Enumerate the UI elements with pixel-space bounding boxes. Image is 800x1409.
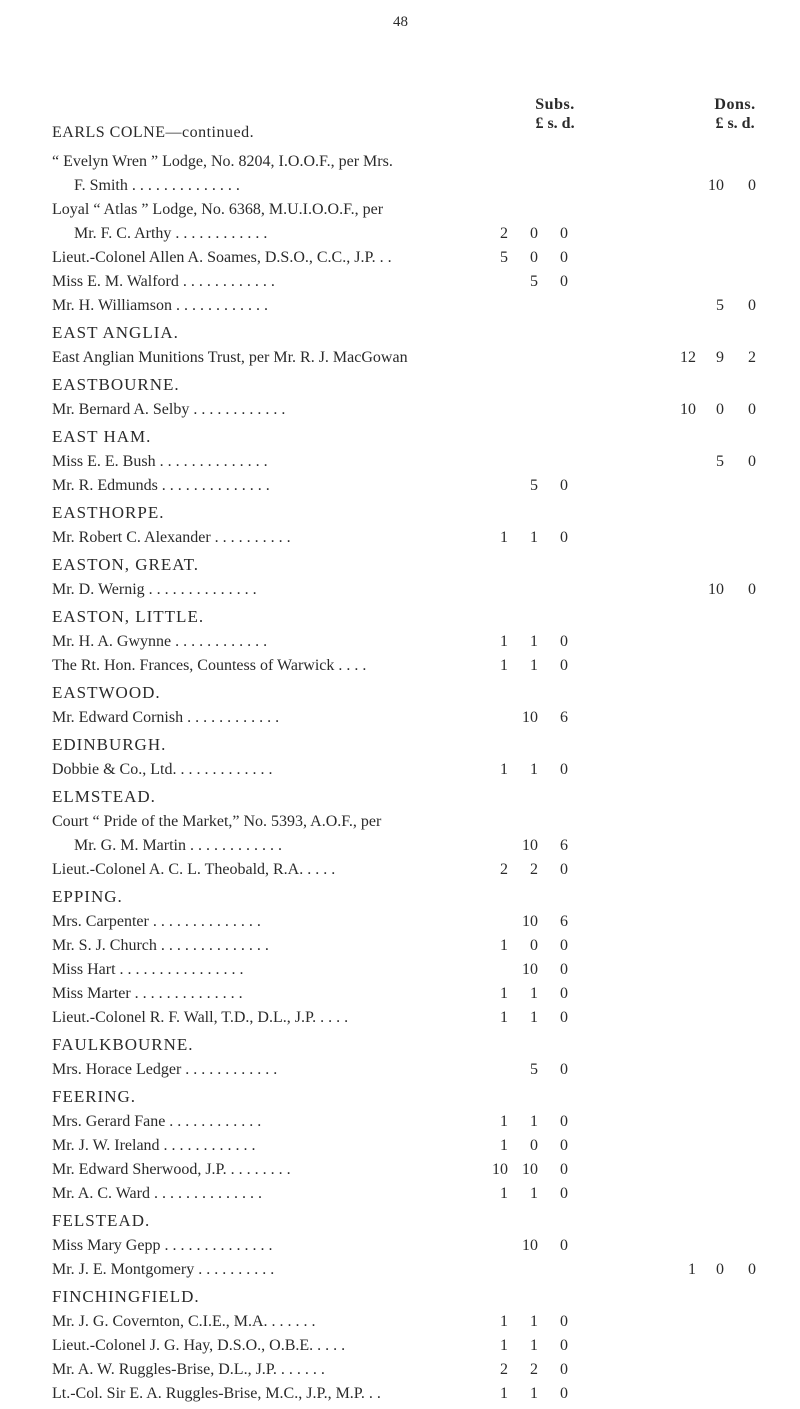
list-item xyxy=(52,1382,792,1406)
subs-shillings: 5 xyxy=(530,1061,538,1078)
section-heading: EDINBURGH. xyxy=(52,735,167,754)
subs-pence: 0 xyxy=(560,985,568,1002)
subs-shillings: 1 xyxy=(530,1009,538,1026)
entry-name xyxy=(52,910,497,934)
dons-pence: 0 xyxy=(748,1261,756,1278)
subs-shillings: 1 xyxy=(530,1313,538,1330)
entry-name xyxy=(52,706,497,730)
section xyxy=(52,1208,792,1282)
entry-name xyxy=(52,758,497,782)
subs-shillings: 1 xyxy=(530,1185,538,1202)
list-item xyxy=(52,198,792,246)
section-heading: FELSTEAD. xyxy=(52,1211,151,1230)
subs-pence: 6 xyxy=(560,837,568,854)
dons-shillings: 0 xyxy=(716,401,724,418)
subs-pence: 0 xyxy=(560,937,568,954)
section xyxy=(52,680,792,730)
entry-name-line: Mr. J. W. Ireland . . . . . . . . . . . . xyxy=(52,1137,256,1154)
subs-pence: 0 xyxy=(560,1337,568,1354)
entry-name-line: Mrs. Gerard Fane . . . . . . . . . . . . xyxy=(52,1113,262,1130)
entry-name-line: Mr. J. G. Covernton, C.I.E., M.A. . . . . . . xyxy=(52,1313,316,1330)
entry-name xyxy=(52,982,497,1006)
entry-name xyxy=(52,958,497,982)
subs-shillings: 1 xyxy=(530,657,538,674)
entry-name xyxy=(52,654,497,678)
entry-name xyxy=(52,1358,497,1382)
section-heading: FEERING. xyxy=(52,1087,137,1106)
subs-column-title: Subs. xyxy=(535,96,575,113)
subs-column-header xyxy=(510,96,600,133)
dons-pounds: 12 xyxy=(680,349,696,366)
subs-shillings: 5 xyxy=(530,273,538,290)
dons-shillings: 5 xyxy=(716,453,724,470)
dons-pounds: 1 xyxy=(688,1261,696,1278)
section xyxy=(52,784,792,882)
subs-pence: 0 xyxy=(560,1113,568,1130)
subs-pence: 0 xyxy=(560,961,568,978)
list-item xyxy=(52,150,792,198)
dons-pence: 0 xyxy=(748,581,756,598)
subs-pounds: 1 xyxy=(500,761,508,778)
subs-pounds: 2 xyxy=(500,225,508,242)
entry-name xyxy=(52,810,497,858)
entry-name-line: Mr. A. C. Ward . . . . . . . . . . . . . . xyxy=(52,1185,262,1202)
entry-name xyxy=(52,198,497,246)
entry-name-line: Mr. H. Williamson . . . . . . . . . . . . xyxy=(52,297,268,314)
section xyxy=(52,1284,792,1406)
subs-pounds: 1 xyxy=(500,1337,508,1354)
entry-name-continuation: Mr. G. M. Martin . . . . . . . . . . . . xyxy=(74,837,282,854)
dons-shillings: 5 xyxy=(716,297,724,314)
page-number: 48 xyxy=(393,14,408,30)
dons-pounds: 10 xyxy=(680,401,696,418)
subs-shillings: 0 xyxy=(530,225,538,242)
subs-pence: 0 xyxy=(560,761,568,778)
section-heading: EASTWOOD. xyxy=(52,683,161,702)
subs-pounds: 2 xyxy=(500,1361,508,1378)
entry-name-line: Mr. R. Edmunds . . . . . . . . . . . . . . xyxy=(52,477,270,494)
list-item xyxy=(52,1158,792,1182)
subs-pounds: 1 xyxy=(500,633,508,650)
section xyxy=(52,1084,792,1206)
list-item xyxy=(52,270,792,294)
subs-pounds: 10 xyxy=(492,1161,508,1178)
subs-pounds: 1 xyxy=(500,1009,508,1026)
entry-name xyxy=(52,150,497,198)
entry-name-line: Lieut.-Colonel R. F. Wall, T.D., D.L., J.P. . . . . xyxy=(52,1009,349,1026)
entry-name-line: Lieut.-Colonel Allen A. Soames, D.S.O., C.C., J.P. . . xyxy=(52,249,392,266)
subs-column-units: £ s. d. xyxy=(535,115,575,132)
subs-pence: 0 xyxy=(560,657,568,674)
entry-name xyxy=(52,1310,497,1334)
list-item xyxy=(52,858,792,882)
list-item xyxy=(52,578,792,602)
dons-column-header xyxy=(690,96,780,133)
entry-name-line: Mr. Edward Cornish . . . . . . . . . . . . xyxy=(52,709,280,726)
entry-name-line: Mr. J. E. Montgomery . . . . . . . . . . xyxy=(52,1261,275,1278)
section-heading: FINCHINGFIELD. xyxy=(52,1287,200,1306)
list-item xyxy=(52,1110,792,1134)
list-item xyxy=(52,1234,792,1258)
subs-pounds: 1 xyxy=(500,1113,508,1130)
list-item xyxy=(52,1358,792,1382)
section xyxy=(52,732,792,782)
list-item xyxy=(52,474,792,498)
subs-shillings: 10 xyxy=(522,709,538,726)
subs-shillings: 1 xyxy=(530,529,538,546)
entry-name-continuation: Mr. F. C. Arthy . . . . . . . . . . . . xyxy=(74,225,268,242)
subs-pence: 0 xyxy=(560,1237,568,1254)
entry-name-line: Loyal “ Atlas ” Lodge, No. 6368, M.U.I.O.O.F., per xyxy=(52,201,384,218)
dons-shillings: 10 xyxy=(708,581,724,598)
subs-pence: 0 xyxy=(560,477,568,494)
list-item xyxy=(52,1182,792,1206)
entry-name-line: Mr. Robert C. Alexander . . . . . . . . . . xyxy=(52,529,291,546)
entry-name-line: East Anglian Munitions Trust, per Mr. R. J. MacGowan xyxy=(52,349,408,366)
entry-name-line: Lieut.-Colonel A. C. L. Theobald, R.A. . . . . xyxy=(52,861,336,878)
section xyxy=(52,604,792,678)
entry-name xyxy=(52,1158,497,1182)
entry-name xyxy=(52,450,497,474)
list-item xyxy=(52,1258,792,1282)
entry-name-line: Mr. S. J. Church . . . . . . . . . . . . . . xyxy=(52,937,269,954)
section-heading: EASTON, LITTLE. xyxy=(52,607,205,626)
section-heading: FAULKBOURNE. xyxy=(52,1035,194,1054)
subs-shillings: 1 xyxy=(530,761,538,778)
section xyxy=(52,884,792,1030)
entry-name-line: Lt.-Col. Sir E. A. Ruggles-Brise, M.C., J.P., M.P. . . xyxy=(52,1385,381,1402)
list-item xyxy=(52,398,792,422)
subs-shillings: 0 xyxy=(530,937,538,954)
entry-name xyxy=(52,934,497,958)
subs-pence: 0 xyxy=(560,1009,568,1026)
dons-pence: 0 xyxy=(748,401,756,418)
entry-name-line: Mrs. Carpenter . . . . . . . . . . . . . . xyxy=(52,913,261,930)
entry-name-line: Mr. Edward Sherwood, J.P. . . . . . . . . xyxy=(52,1161,291,1178)
list-item xyxy=(52,630,792,654)
subs-pounds: 1 xyxy=(500,657,508,674)
subs-shillings: 2 xyxy=(530,1361,538,1378)
subs-shillings: 1 xyxy=(530,1337,538,1354)
subs-shillings: 10 xyxy=(522,913,538,930)
list-item xyxy=(52,1006,792,1030)
entry-name xyxy=(52,246,497,270)
subs-pence: 6 xyxy=(560,913,568,930)
entry-name xyxy=(52,1234,497,1258)
list-item xyxy=(52,1310,792,1334)
subs-pence: 0 xyxy=(560,633,568,650)
subs-pence: 0 xyxy=(560,1313,568,1330)
entry-name xyxy=(52,1058,497,1082)
dons-column-units: £ s. d. xyxy=(715,115,755,132)
subs-pence: 0 xyxy=(560,861,568,878)
entry-name xyxy=(52,1110,497,1134)
subs-shillings: 1 xyxy=(530,633,538,650)
list-item xyxy=(52,934,792,958)
continued-heading: EARLS COLNE—continued. xyxy=(52,124,255,141)
subs-pence: 0 xyxy=(560,1385,568,1402)
section-heading: EAST ANGLIA. xyxy=(52,323,179,342)
subscription-list xyxy=(52,150,792,1406)
entry-name xyxy=(52,270,497,294)
entry-name-line: Dobbie & Co., Ltd. . . . . . . . . . . . . xyxy=(52,761,273,778)
entry-name-line: Miss Hart . . . . . . . . . . . . . . . . xyxy=(52,961,244,978)
section xyxy=(52,500,792,550)
entry-name xyxy=(52,398,497,422)
subs-pounds: 1 xyxy=(500,1313,508,1330)
section-heading: EASTHORPE. xyxy=(52,503,165,522)
subs-shillings: 0 xyxy=(530,249,538,266)
subs-pence: 0 xyxy=(560,273,568,290)
subs-shillings: 1 xyxy=(530,985,538,1002)
dons-shillings: 0 xyxy=(716,1261,724,1278)
dons-shillings: 9 xyxy=(716,349,724,366)
list-item xyxy=(52,958,792,982)
entry-name xyxy=(52,1334,497,1358)
entry-name xyxy=(52,294,497,318)
entry-name xyxy=(52,630,497,654)
entry-name xyxy=(52,1182,497,1206)
subs-shillings: 2 xyxy=(530,861,538,878)
entry-name-line: Mr. H. A. Gwynne . . . . . . . . . . . . xyxy=(52,633,268,650)
list-item xyxy=(52,910,792,934)
subs-pounds: 1 xyxy=(500,985,508,1002)
entry-name xyxy=(52,474,497,498)
section xyxy=(52,1032,792,1082)
entry-name xyxy=(52,1134,497,1158)
subs-pence: 6 xyxy=(560,709,568,726)
section xyxy=(52,320,792,370)
entry-name xyxy=(52,526,497,550)
subs-shillings: 5 xyxy=(530,477,538,494)
list-item xyxy=(52,1334,792,1358)
list-item xyxy=(52,246,792,270)
subs-pence: 0 xyxy=(560,1185,568,1202)
entry-name-line: The Rt. Hon. Frances, Countess of Warwick . . . . xyxy=(52,657,367,674)
subs-pounds: 1 xyxy=(500,1385,508,1402)
subs-pence: 0 xyxy=(560,1061,568,1078)
subs-pence: 0 xyxy=(560,529,568,546)
dons-pence: 0 xyxy=(748,177,756,194)
subs-pounds: 1 xyxy=(500,529,508,546)
subs-pounds: 2 xyxy=(500,861,508,878)
subs-pence: 0 xyxy=(560,225,568,242)
dons-pence: 2 xyxy=(748,349,756,366)
entry-name-line: Lieut.-Colonel J. G. Hay, D.S.O., O.B.E. . . . . xyxy=(52,1337,346,1354)
list-item xyxy=(52,1134,792,1158)
subs-pence: 0 xyxy=(560,249,568,266)
list-item xyxy=(52,450,792,474)
entry-name xyxy=(52,1006,497,1030)
entry-name xyxy=(52,1258,497,1282)
subs-shillings: 10 xyxy=(522,1161,538,1178)
entry-name-line: Mr. Bernard A. Selby . . . . . . . . . . . . xyxy=(52,401,286,418)
subs-shillings: 10 xyxy=(522,1237,538,1254)
subs-shillings: 1 xyxy=(530,1113,538,1130)
section-heading: EAST HAM. xyxy=(52,427,152,446)
subs-pounds: 1 xyxy=(500,1185,508,1202)
section xyxy=(52,424,792,498)
entry-name xyxy=(52,578,497,602)
entry-name-line: Mr. D. Wernig . . . . . . . . . . . . . . xyxy=(52,581,257,598)
list-item xyxy=(52,526,792,550)
section-heading: ELMSTEAD. xyxy=(52,787,156,806)
entry-name-line: Mr. A. W. Ruggles-Brise, D.L., J.P. . . . . . . xyxy=(52,1361,325,1378)
list-item xyxy=(52,982,792,1006)
section xyxy=(52,372,792,422)
subs-pence: 0 xyxy=(560,1137,568,1154)
subs-pounds: 5 xyxy=(500,249,508,266)
section-heading: EPPING. xyxy=(52,887,123,906)
list-item xyxy=(52,294,792,318)
dons-pence: 0 xyxy=(748,297,756,314)
list-item xyxy=(52,758,792,782)
entry-name-continuation: F. Smith . . . . . . . . . . . . . . xyxy=(74,177,240,194)
section xyxy=(52,552,792,602)
subs-pounds: 1 xyxy=(500,1137,508,1154)
subs-pence: 0 xyxy=(560,1361,568,1378)
section-heading: EASTBOURNE. xyxy=(52,375,180,394)
subs-pence: 0 xyxy=(560,1161,568,1178)
entry-name-line: Miss E. E. Bush . . . . . . . . . . . . . . xyxy=(52,453,268,470)
dons-column-title: Dons. xyxy=(714,96,756,113)
list-item xyxy=(52,1058,792,1082)
entry-name-line: Mrs. Horace Ledger . . . . . . . . . . . . xyxy=(52,1061,278,1078)
subs-pounds: 1 xyxy=(500,937,508,954)
list-item xyxy=(52,706,792,730)
dons-pence: 0 xyxy=(748,453,756,470)
entry-name xyxy=(52,346,497,370)
list-item xyxy=(52,810,792,858)
subs-shillings: 0 xyxy=(530,1137,538,1154)
entry-name-line: Miss Mary Gepp . . . . . . . . . . . . . . xyxy=(52,1237,273,1254)
entry-name xyxy=(52,1382,497,1406)
section xyxy=(52,150,792,318)
dons-shillings: 10 xyxy=(708,177,724,194)
list-item xyxy=(52,346,792,370)
subs-shillings: 10 xyxy=(522,837,538,854)
entry-name-line: Miss E. M. Walford . . . . . . . . . . . . xyxy=(52,273,275,290)
section-heading: EASTON, GREAT. xyxy=(52,555,200,574)
entry-name-line: “ Evelyn Wren ” Lodge, No. 8204, I.O.O.F., per Mrs. xyxy=(52,153,393,170)
entry-name-line: Court “ Pride of the Market,” No. 5393, A.O.F., per xyxy=(52,813,382,830)
subs-shillings: 10 xyxy=(522,961,538,978)
subs-shillings: 1 xyxy=(530,1385,538,1402)
list-item xyxy=(52,654,792,678)
entry-name-line: Miss Marter . . . . . . . . . . . . . . xyxy=(52,985,243,1002)
entry-name xyxy=(52,858,497,882)
